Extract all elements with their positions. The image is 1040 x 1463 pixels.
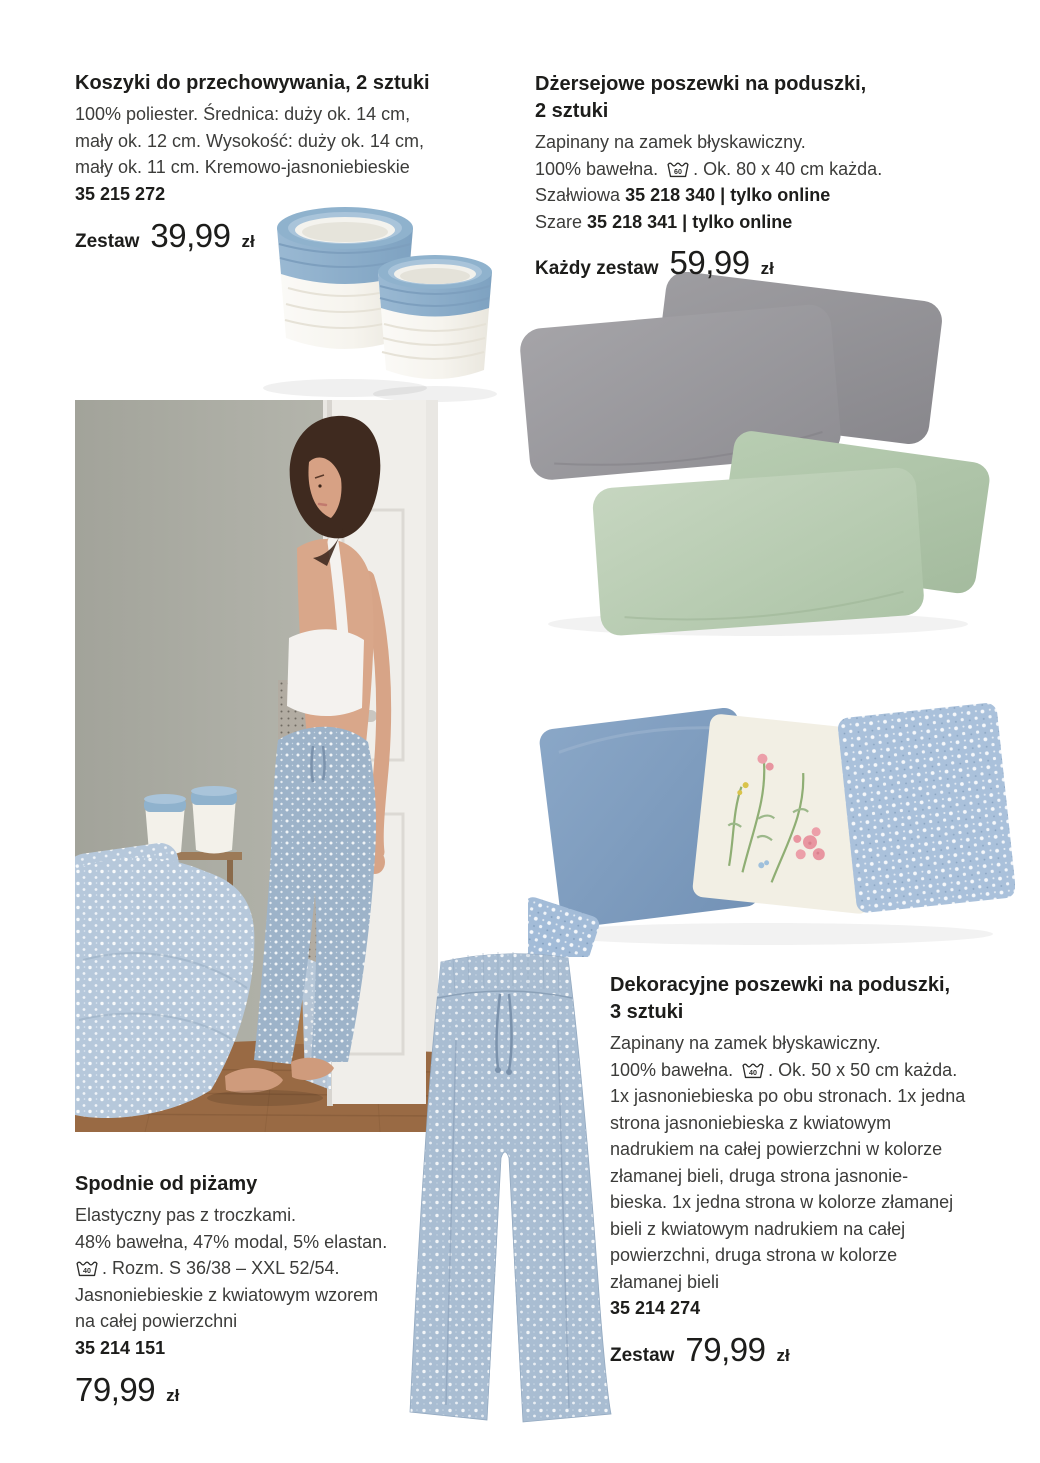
price-label: Zestaw — [75, 230, 140, 252]
description-line: 100% poliester. Średnica: duży ok. 14 cm, — [75, 104, 411, 124]
product-title: Dżersejowe poszewki na poduszki, — [535, 73, 867, 95]
bedroom-photo — [75, 400, 438, 1132]
patterned-pillow — [837, 702, 1015, 914]
wash-40-icon — [741, 1060, 765, 1079]
product-title: Koszyki do przechowywania, 2 sztuki — [75, 72, 430, 94]
svg-text:60: 60 — [674, 167, 683, 176]
price-value: 59,99 — [669, 244, 750, 281]
price-label: Zestaw — [610, 1345, 675, 1366]
description-line: Elastyczny pas z troczkami. — [75, 1205, 297, 1225]
description-line: powierzchni, druga strona w kolorze — [610, 1245, 898, 1265]
white-top — [287, 629, 364, 716]
price-row — [610, 1331, 1020, 1369]
svg-text:40: 40 — [749, 1068, 758, 1077]
description-line: na całej powierzchni — [75, 1311, 238, 1331]
price-value: 79,99 — [75, 1370, 156, 1408]
description-line: 1x jasnoniebieska po obu stronach. 1x jedna — [610, 1086, 966, 1106]
description-line: Zapinany na zamek błyskawiczny. — [535, 132, 806, 152]
description-line: mały ok. 12 cm. Wysokość: duży ok. 14 cm, — [75, 130, 424, 151]
green-pillow-front — [592, 467, 926, 637]
product-block-pants — [75, 1171, 465, 1409]
description-line: strona jasnoniebieska z kwiatowym — [610, 1112, 892, 1133]
product-block-jersey — [535, 71, 965, 282]
description-line: złamanej bieli — [610, 1271, 720, 1292]
description-line: mały ok. 11 cm. Kremowo-jasnoniebieskie — [75, 157, 410, 177]
description-line: 100% bawełna. 60 . Ok. 80 x 40 cm każda. — [535, 158, 883, 179]
product-title: Dekoracyjne poszewki na poduszki, — [610, 974, 951, 996]
wash-40-icon — [75, 1258, 99, 1277]
variant-line: Szare 35 218 341 | tylko online — [535, 211, 793, 232]
wash-60-icon — [666, 159, 690, 178]
price-label: Każdy zestaw — [535, 258, 659, 279]
currency-label: zł — [776, 1346, 790, 1365]
description-line: nadrukiem na całej powierzchni w kolorze — [610, 1139, 943, 1159]
product-block-decorative — [610, 972, 1020, 1369]
description-line: 100% bawełna. 40 . Ok. 50 x 50 cm każda. — [610, 1059, 958, 1080]
description-line: złamanej bieli, druga strona jasnonie- — [610, 1165, 909, 1186]
currency-label: zł — [241, 231, 255, 251]
price-row — [75, 217, 495, 255]
description-line: Jasnoniebieskie z kwiatowym wzorem — [75, 1284, 379, 1305]
currency-label: zł — [166, 1385, 180, 1405]
description-line: 48% bawełna, 47% modal, 5% elastan. — [75, 1231, 388, 1252]
product-block-baskets — [75, 70, 495, 255]
currency-label: zł — [760, 259, 774, 278]
jersey-pillows-image — [508, 272, 1010, 654]
description-line: bieli z kwiatowym nadrukiem na całej — [610, 1218, 906, 1239]
article-number: 35 214 151 — [75, 1337, 166, 1358]
article-number: 35 215 272 — [75, 183, 166, 204]
price-value: 79,99 — [685, 1331, 766, 1368]
product-title: 2 sztuki — [535, 100, 609, 122]
description-line: bieska. 1x jedna strona w kolorze złamanej — [610, 1192, 954, 1212]
description-line: 40 . Rozm. S 36/38 – XXL 52/54. — [75, 1255, 465, 1282]
price-row — [535, 244, 965, 282]
svg-text:40: 40 — [83, 1267, 91, 1276]
description-line: Zapinany na zamek błyskawiczny. — [610, 1033, 881, 1053]
product-title: 3 sztuki — [610, 1001, 684, 1023]
variant-line: Szałwiowa 35 218 340 | tylko online — [535, 185, 831, 205]
article-number: 35 214 274 — [610, 1298, 701, 1318]
price-row — [75, 1371, 465, 1409]
small-basket — [378, 255, 492, 379]
price-value: 39,99 — [150, 216, 231, 254]
product-title: Spodnie od piżamy — [75, 1173, 258, 1195]
